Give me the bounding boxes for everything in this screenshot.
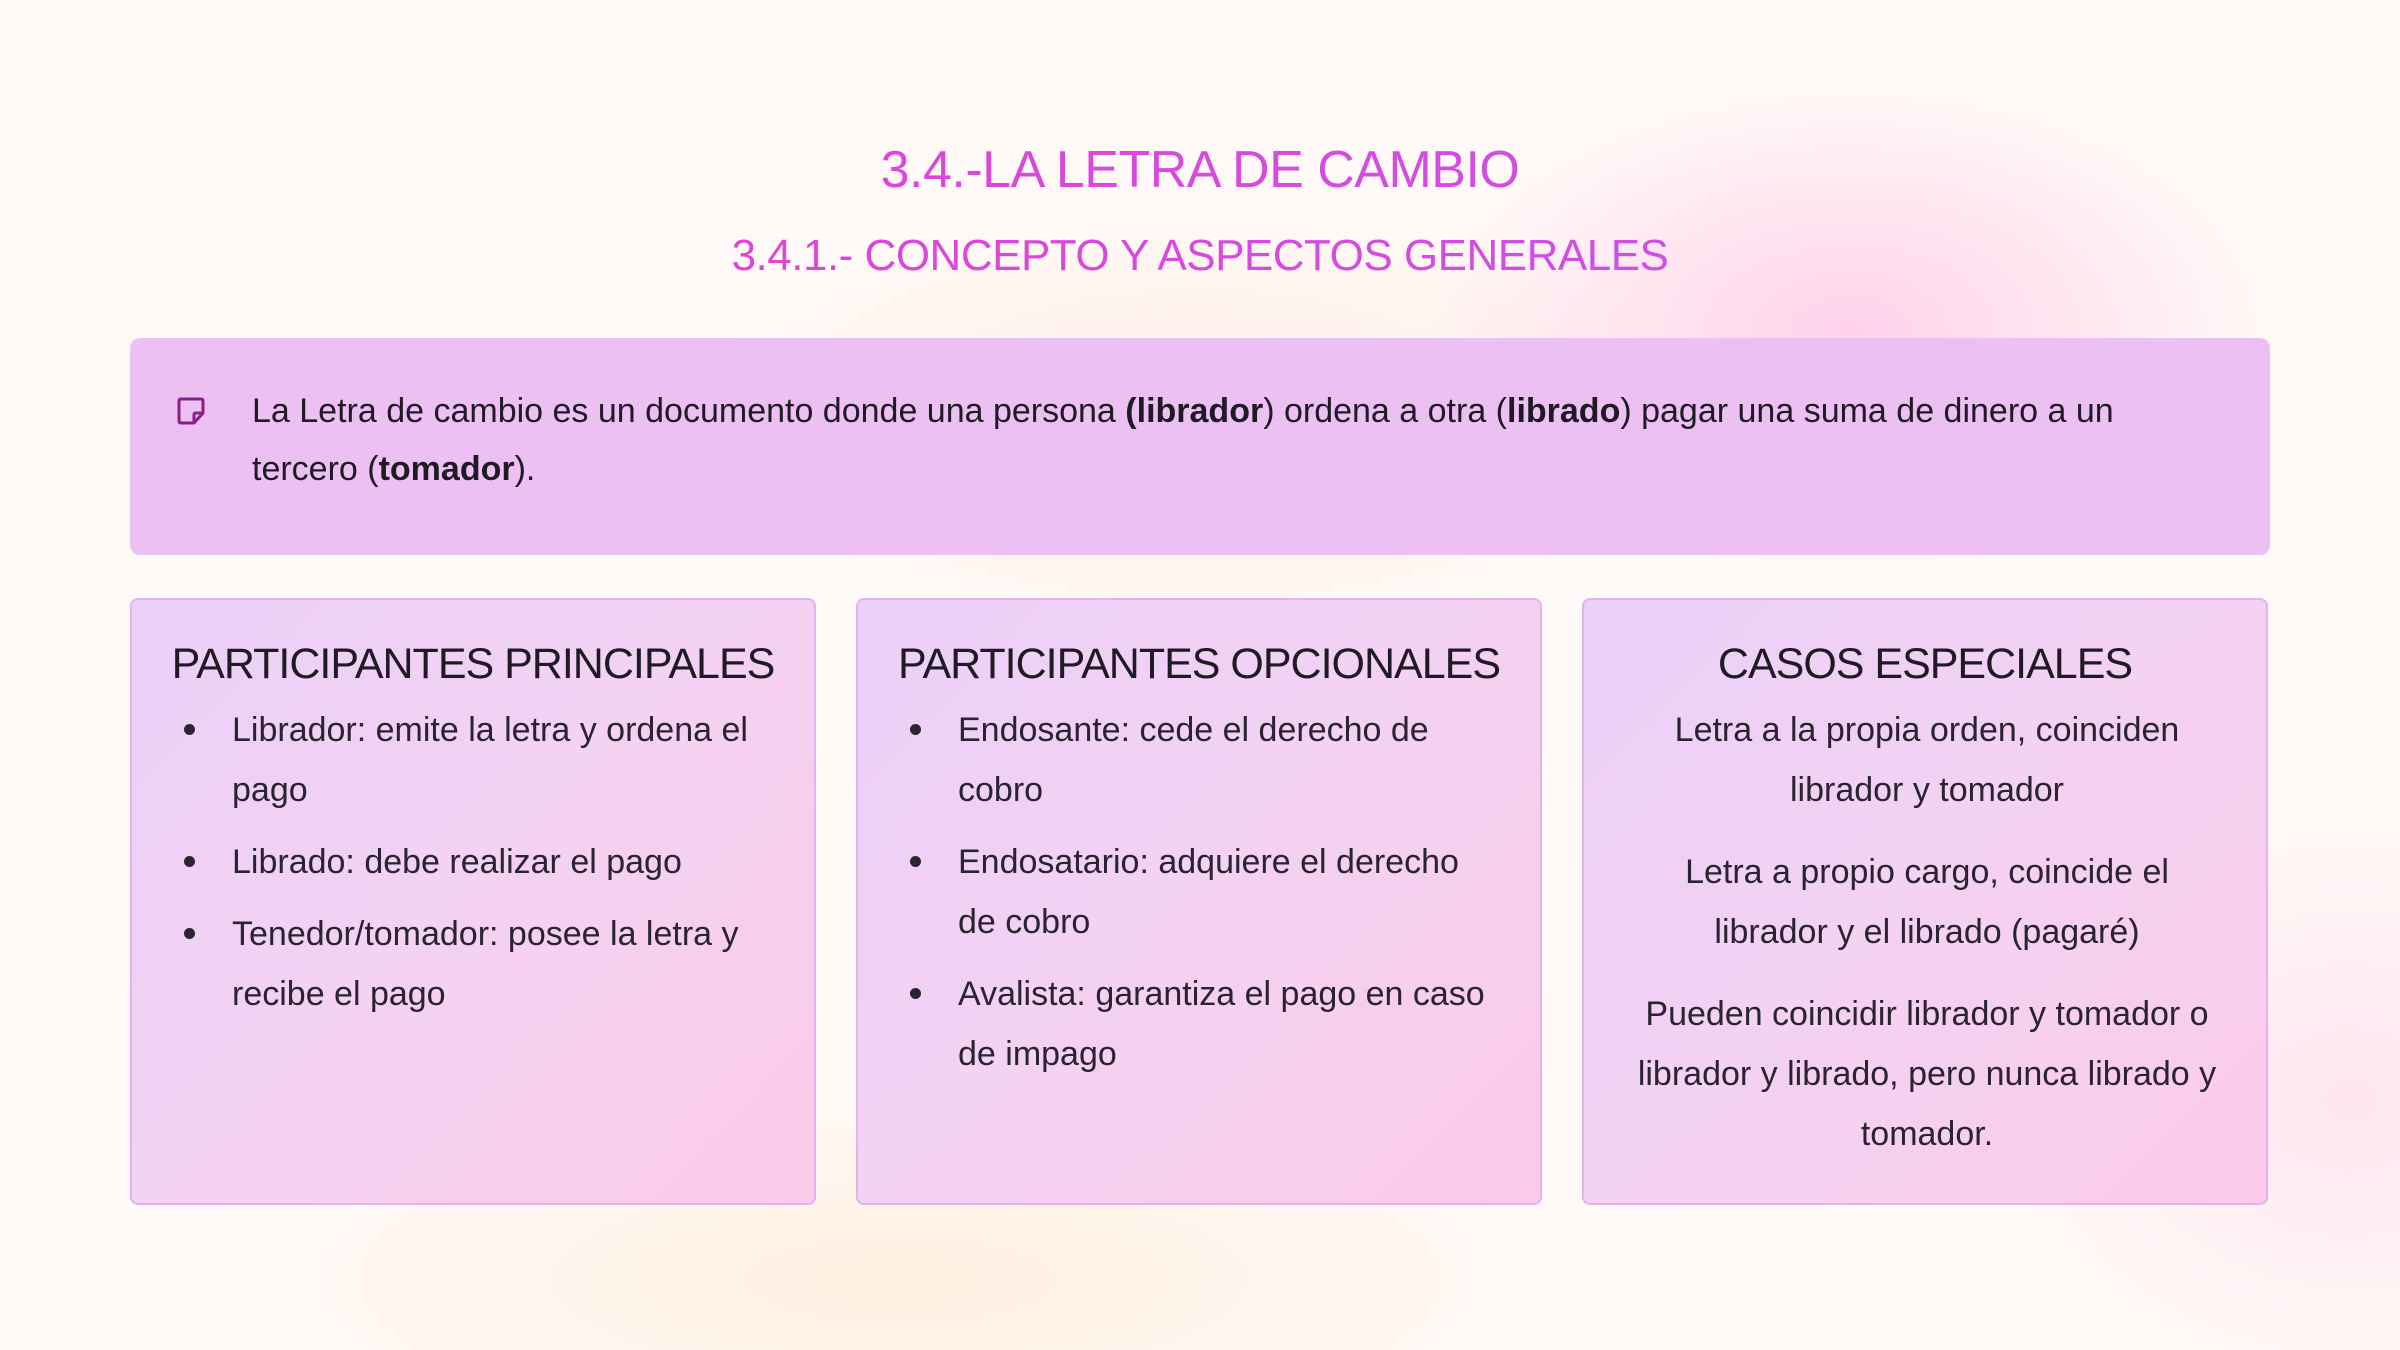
note-icon <box>176 396 206 426</box>
slide-title: 3.4.-LA LETRA DE CAMBIO <box>0 138 2400 202</box>
card-title: PARTICIPANTES OPCIONALES <box>897 640 1501 688</box>
list-item-text: Endosatario: adquiere el derecho de cobro <box>958 843 1459 941</box>
bullet-icon <box>184 724 195 735</box>
bullet-icon <box>184 856 195 867</box>
special-case-item: Pueden coincidir librador y tomador o librador y librado, pero nunca librado y tomador. <box>1637 995 2217 1153</box>
list-item <box>180 832 770 892</box>
concept-text-part: ). <box>514 450 536 488</box>
list-item <box>906 700 1496 820</box>
special-case-item: Letra a la propia orden, coinciden librador y tomador <box>1674 711 2180 809</box>
concept-text-part: La Letra de cambio es un documento donde una persona <box>252 392 1126 430</box>
list-item <box>180 904 770 1024</box>
concept-box <box>130 338 2270 555</box>
list-item <box>906 832 1496 952</box>
concept-text-part: ) ordena a otra ( <box>1263 392 1507 430</box>
card-title: CASOS ESPECIALES <box>1717 640 2133 688</box>
card-participantes-principales <box>130 598 816 1205</box>
list-item-text: Librador: emite la letra y ordena el pago <box>232 711 748 809</box>
concept-text <box>252 382 2202 498</box>
concept-text-part: ) pagar una suma de dinero a un tercero ( <box>252 392 2114 488</box>
bullet-icon <box>910 856 921 867</box>
list-item-text: Avalista: garantiza el pago en caso de impago <box>958 975 1485 1073</box>
list-item-text: Endosante: cede el derecho de cobro <box>958 711 1429 809</box>
concept-bold-librado: librado <box>1507 392 1621 430</box>
bullet-icon <box>910 988 921 999</box>
list-item-text: Librado: debe realizar el pago <box>232 843 682 881</box>
bullet-list <box>180 700 770 1036</box>
concept-bold-tomador: tomador <box>378 450 515 488</box>
card-casos-especiales <box>1582 598 2268 1205</box>
list-item <box>906 964 1496 1084</box>
slide-subtitle: 3.4.1.- CONCEPTO Y ASPECTOS GENERALES <box>0 228 2400 284</box>
card-participantes-opcionales <box>856 598 1542 1205</box>
bullet-list <box>906 700 1496 1096</box>
special-case-item: Letra a propio cargo, coincide el librador y el librado (pagaré) <box>1685 853 2169 951</box>
concept-bold-librador: (librador <box>1125 392 1264 430</box>
list-item-text: Tenedor/tomador: posee la letra y recibe el pago <box>232 915 739 1013</box>
bullet-icon <box>910 724 921 735</box>
list-item <box>180 700 770 820</box>
special-cases-list <box>1624 700 2230 1186</box>
card-title: PARTICIPANTES PRINCIPALES <box>171 640 775 688</box>
bullet-icon <box>184 928 195 939</box>
